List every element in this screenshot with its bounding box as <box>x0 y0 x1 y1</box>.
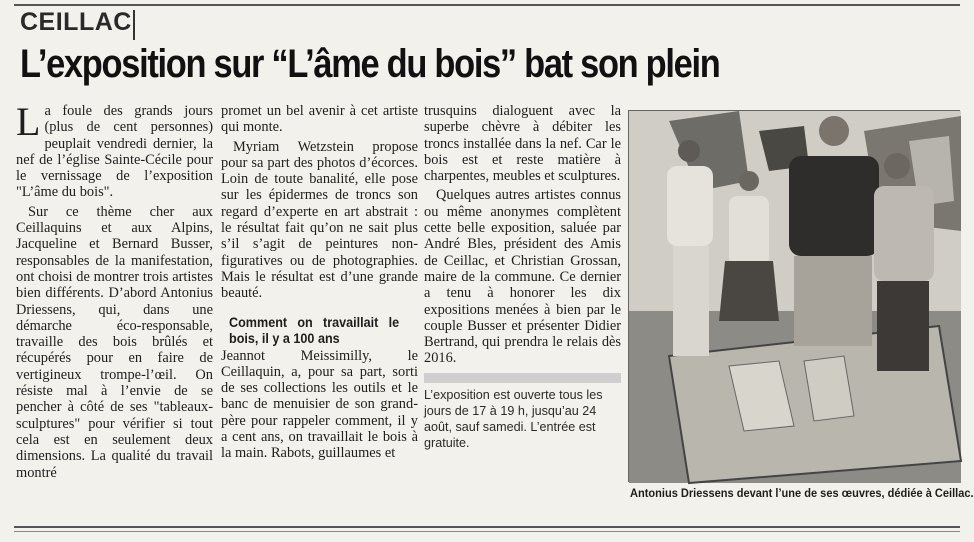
bottom-rule <box>14 526 960 528</box>
section-label: CEILLAC <box>20 8 132 36</box>
lead-paragraph <box>16 99 213 201</box>
paragraph: Sur ce thème cher aux Ceillaquins et aux Alpins, Jacqueline et Bernard Busser, responsables de la manifestation, ont choisi de montrer trois artistes bien différents. D’abord Antonius Driessens, qui, dans une démarche éco-responsable, travaille des bois brûlés et récupérés pour en faire de vertigineux trompe-l’œil. On résiste mal à l’envie de se pencher à côté de ses "tableaux-sculptures" pour vérifier si tout cela est en seulement deux dimensions. La qualité du travail montré <box>16 203 213 481</box>
paragraph: Myriam Wetzstein propose pour sa part des photos d’écorces. Loin de toute banalité, elle pose sur les épidermes de troncs son regard d’experte en art abstrait : le résultat fait qu’on ne sait plus s’il s’agit de peintures non-figuratives ou de photographies. Mais le résultat est d’une grande beauté. <box>221 138 418 302</box>
drop-cap: L <box>16 99 41 144</box>
article-column-2 <box>221 103 418 465</box>
article-column-1 <box>16 99 213 484</box>
article-column-3 <box>424 103 621 451</box>
paragraph: promet un bel avenir à cet artiste qui monte. <box>221 103 418 136</box>
photo-illustration <box>629 111 961 483</box>
subheading: Comment on travaillait le bois, il y a 100 ans <box>229 313 400 346</box>
article-photo <box>628 110 960 482</box>
lead-text: a foule des grands jours (plus de cent personnes) peuplait vendredi dernier, la nef de l’église Sainte-Cécile pour le vernissage de l’exposition "L’âme du bois". <box>16 103 213 201</box>
paragraph: trusquins dialoguent avec la superbe chèvre à débiter les troncs installée dans la nef. Car le bois est et reste matière à charpentes, meubles et sculptures. <box>424 103 621 185</box>
headline: L’exposition sur “L’âme du bois” bat son plein <box>20 42 720 86</box>
bottom-rule-thin <box>14 531 960 532</box>
paragraph: Quelques autres artistes connus ou même anonymes complètent cette belle exposition, saluée par André Bles, président des Amis de Ceillac, et Christian Grossan, maire de la commune. Ce dernier a tenu à honorer les dix expositions menées à bien par le couple Busser et présenter Didier Bertrand, qui prendra le relais dès 2016. <box>424 187 621 367</box>
photo-caption: Antonius Driessens devant l’une de ses œuvres, dédiée à Ceillac. <box>630 486 974 500</box>
top-rule <box>14 4 960 6</box>
section-divider <box>133 10 135 40</box>
paragraph: Jeannot Meissimilly, le Ceillaquin, a, pour sa part, sorti de ses collections les outils et le banc de menuisier de son grand-père pour rappeler comment, il y a cent ans, on travaillait le bois à la main. Rabots, guillaumes et <box>221 347 418 462</box>
info-box-bar <box>424 373 621 383</box>
info-box-text: L’exposition est ouverte tous les jours de 17 à 19 h, jusqu’au 24 août, sauf samedi. L’entrée est gratuite. <box>424 387 603 450</box>
